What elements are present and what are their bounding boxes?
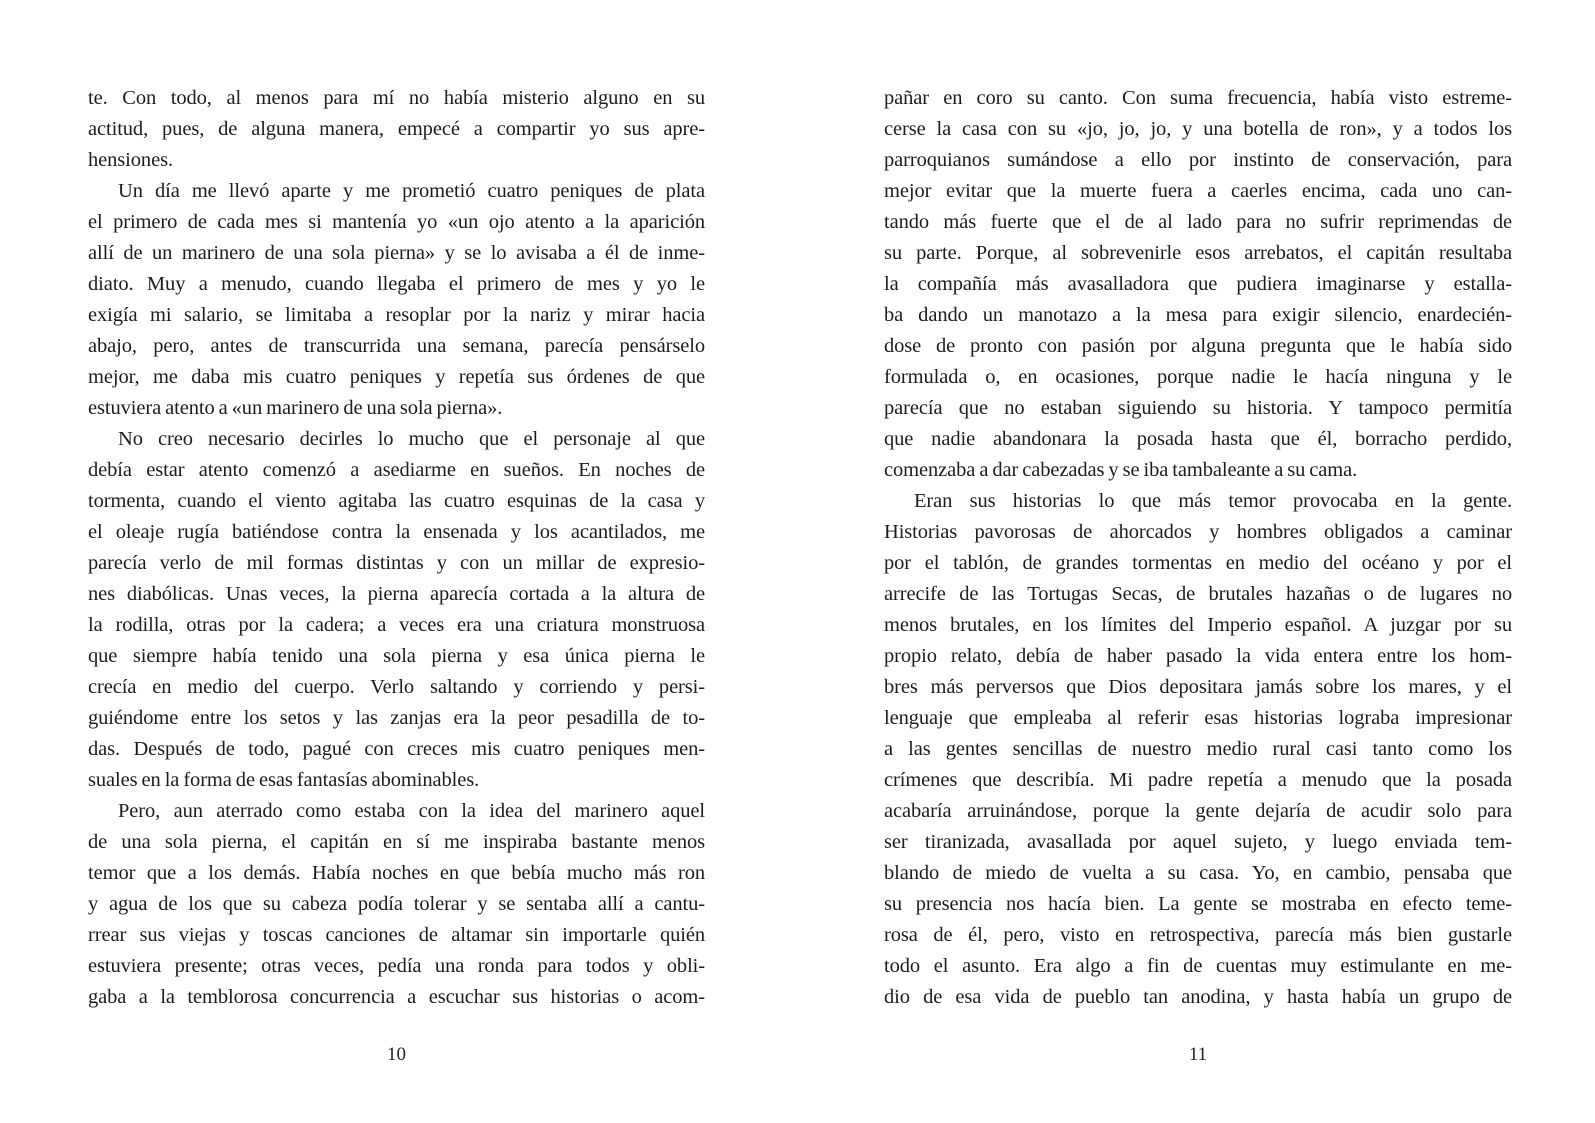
text-line: todo el asunto. Era algo a fin de cuentas muy estimulante en me-	[884, 955, 1512, 977]
text-line: cerse la casa con su «jo, jo, jo, y una botella de ron», y a todos los	[884, 118, 1512, 140]
text-line: allí de un marinero de una sola pierna» y se lo avisaba a él de inme-	[88, 242, 705, 264]
text-line: y agua de los que su cabeza podía tolerar y se sentaba allí a cantu-	[88, 893, 705, 915]
text-line: das. Después de todo, pagué con creces mis cuatro peniques men-	[88, 738, 705, 760]
text-line: crecía en medio del cuerpo. Verlo saltando y corriendo y persi-	[88, 676, 705, 698]
text-line: guiéndome entre los setos y las zanjas era la peor pesadilla de to-	[88, 707, 705, 729]
text-line: No creo necesario decirles lo mucho que el personaje al que	[118, 428, 705, 450]
text-line: tando más fuerte que el de al lado para no sufrir reprimendas de	[884, 211, 1512, 233]
text-line: parecía verlo de mil formas distintas y con un millar de expresio-	[88, 552, 705, 574]
text-line: actitud, pues, de alguna manera, empecé a compartir yo sus apre-	[88, 118, 705, 140]
text-line: nes diabólicas. Unas veces, la pierna aparecía cortada a la altura de	[88, 583, 705, 605]
text-line: formulada o, en ocasiones, porque nadie le hacía ninguna y le	[884, 366, 1512, 388]
text-line: tormenta, cuando el viento agitaba las cuatro esquinas de la casa y	[88, 490, 705, 512]
text-line: parecía que no estaban siguiendo su historia. Y tampoco permitía	[884, 397, 1512, 419]
text-line: blando de miedo de vuelta a su casa. Yo, en cambio, pensaba que	[884, 862, 1512, 884]
text-line: te. Con todo, al menos para mí no había misterio alguno en su	[88, 87, 705, 109]
text-line: que nadie abandonara la posada hasta que él, borracho perdido,	[884, 428, 1512, 450]
text-line: de una sola pierna, el capitán en sí me inspiraba bastante menos	[88, 831, 705, 853]
text-line: temor que a los demás. Había noches en que bebía mucho más ron	[88, 862, 705, 884]
text-line: Pero, aun aterrado como estaba con la idea del marinero aquel	[118, 800, 705, 822]
text-line: Un día me llevó aparte y me prometió cuatro peniques de plata	[118, 180, 705, 202]
text-line: Historias pavorosas de ahorcados y hombres obligados a caminar	[884, 521, 1512, 543]
page-left-text	[88, 83, 705, 1013]
text-line: menos brutales, en los límites del Imperio español. A juzgar por su	[884, 614, 1512, 636]
text-line: hensiones.	[88, 149, 173, 171]
text-line: ser tiranizada, avasallada por aquel sujeto, y luego enviada tem-	[884, 831, 1512, 853]
text-line: suales en la forma de esas fantasías abominables.	[88, 769, 480, 791]
text-line: parroquianos sumándose a ello por instinto de conservación, para	[884, 149, 1512, 171]
text-line: ba dando un manotazo a la mesa para exigir silencio, enardecién-	[884, 304, 1512, 326]
page-number-left: 10	[387, 1044, 406, 1065]
text-line: dio de esa vida de pueblo tan anodina, y hasta había un grupo de	[884, 986, 1512, 1008]
page-right-text	[884, 83, 1512, 1013]
text-line: por el tablón, de grandes tormentas en medio del océano y por el	[884, 552, 1512, 574]
page-number-right: 11	[1188, 1044, 1208, 1065]
text-line: abajo, pero, antes de transcurrida una semana, parecía pensárselo	[88, 335, 705, 357]
text-line: rosa de él, pero, visto en retrospectiva, parecía más bien gustarle	[884, 924, 1512, 946]
text-line: Eran sus historias lo que más temor provocaba en la gente.	[914, 490, 1512, 512]
text-line: mejor evitar que la muerte fuera a caerles encima, cada uno can-	[884, 180, 1512, 202]
text-line: debía estar atento comenzó a asediarme en sueños. En noches de	[88, 459, 705, 481]
text-line: dose de pronto con pasión por alguna pregunta que le había sido	[884, 335, 1512, 357]
text-line: su parte. Porque, al sobrevenirle esos arrebatos, el capitán resultaba	[884, 242, 1512, 264]
page-right	[884, 0, 1512, 1123]
text-line: bres más perversos que Dios depositara jamás sobre los mares, y el	[884, 676, 1512, 698]
text-line: diato. Muy a menudo, cuando llegaba el primero de mes y yo le	[88, 273, 705, 295]
text-line: que siempre había tenido una sola pierna y esa única pierna le	[88, 645, 705, 667]
text-line: a las gentes sencillas de nuestro medio rural casi tanto como los	[884, 738, 1512, 760]
text-line: crímenes que describía. Mi padre repetía a menudo que la posada	[884, 769, 1512, 791]
text-line: el primero de cada mes si mantenía yo «un ojo atento a la aparición	[88, 211, 705, 233]
text-line: lenguaje que empleaba al referir esas historias lograba impresionar	[884, 707, 1512, 729]
text-line: mejor, me daba mis cuatro peniques y repetía sus órdenes de que	[88, 366, 705, 388]
text-line: pañar en coro su canto. Con suma frecuencia, había visto estreme-	[884, 87, 1512, 109]
text-line: acabaría arruinándose, porque la gente dejaría de acudir solo para	[884, 800, 1512, 822]
page-left	[88, 0, 705, 1123]
text-line: la rodilla, otras por la cadera; a veces era una criatura monstruosa	[88, 614, 705, 636]
text-line: estuviera presente; otras veces, pedía una ronda para todos y obli-	[88, 955, 705, 977]
text-line: propio relato, debía de haber pasado la vida entera entre los hom-	[884, 645, 1512, 667]
text-line: rrear sus viejas y toscas canciones de altamar sin importarle quién	[88, 924, 705, 946]
text-line: arrecife de las Tortugas Secas, de brutales hazañas o de lugares no	[884, 583, 1512, 605]
text-line: comenzaba a dar cabezadas y se iba tambaleante a su cama.	[884, 459, 1358, 481]
text-line: estuviera atento a «un marinero de una sola pierna».	[88, 397, 503, 419]
text-line: exigía mi salario, se limitaba a resoplar por la nariz y mirar hacia	[88, 304, 705, 326]
text-line: su presencia nos hacía bien. La gente se mostraba en efecto teme-	[884, 893, 1512, 915]
text-line: el oleaje rugía batiéndose contra la ensenada y los acantilados, me	[88, 521, 705, 543]
text-line: la compañía más avasalladora que pudiera imaginarse y estalla-	[884, 273, 1512, 295]
text-line: gaba a la temblorosa concurrencia a escuchar sus historias o acom-	[88, 986, 705, 1008]
